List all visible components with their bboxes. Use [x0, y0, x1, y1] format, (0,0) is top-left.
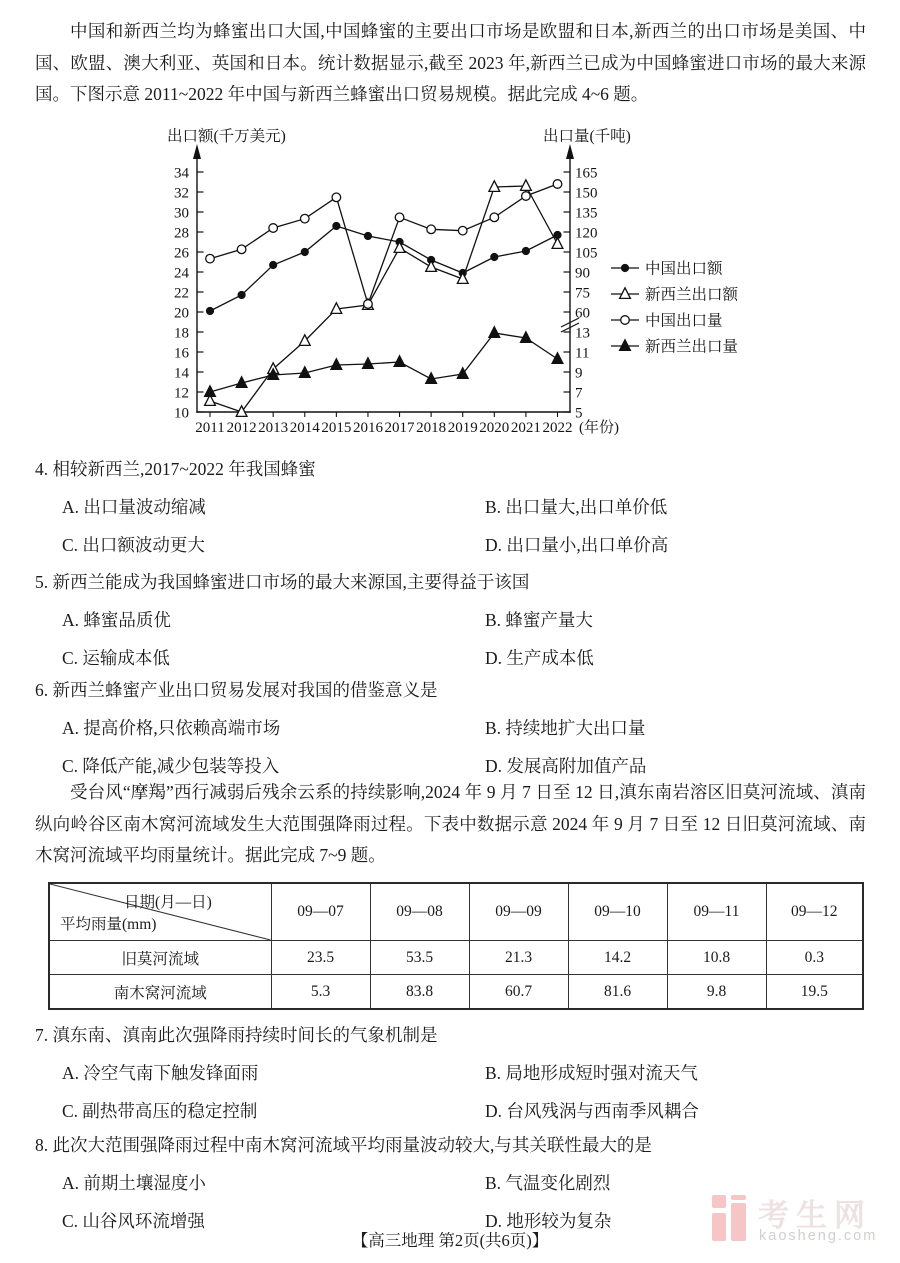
- table-col-header: 09—09: [469, 883, 568, 941]
- series-point-nz-export-value: [426, 261, 437, 272]
- left-axis-title: 出口额(千万美元): [167, 128, 286, 145]
- x-axis-unit-label: (年份): [579, 420, 619, 436]
- rain-value-cell: 23.5: [271, 941, 370, 975]
- table-col-header: 09—07: [271, 883, 370, 941]
- legend-marker-china-export-value: [621, 264, 629, 272]
- right-axis-tick-label: 11: [575, 345, 590, 362]
- series-point-china-export-value: [490, 253, 498, 261]
- x-axis-year-label: 2022: [542, 420, 573, 436]
- series-point-china-export-volume: [458, 226, 467, 235]
- series-point-china-export-volume: [300, 214, 309, 223]
- question-options: [62, 1054, 872, 1130]
- table-col-header: 09—08: [370, 883, 469, 941]
- watermark-site-url: kaosheng.com: [759, 1228, 878, 1244]
- series-point-china-export-volume: [269, 224, 278, 233]
- row-label: 旧莫河流域: [49, 941, 271, 975]
- series-point-nz-export-value: [521, 180, 532, 191]
- option-c: C. 运输成本低: [62, 648, 170, 668]
- left-axis-tick-label: 34: [174, 165, 189, 182]
- left-axis-tick-label: 10: [174, 405, 189, 422]
- left-axis-tick-label: 16: [174, 345, 189, 362]
- series-line-china-export-volume: [210, 184, 557, 304]
- question-options: [62, 488, 872, 564]
- diagonal-header-rain: 平均雨量(mm): [60, 916, 157, 933]
- option-a: A. 前期土壤湿度小: [62, 1173, 206, 1193]
- series-point-china-export-volume: [332, 193, 341, 202]
- x-axis-year-label: 2019: [447, 420, 478, 436]
- rain-value-cell: 21.3: [469, 941, 568, 975]
- rain-value-cell: 5.3: [271, 975, 370, 1010]
- right-axis-title: 出口量(千吨): [543, 128, 631, 145]
- series-point-nz-export-volume: [552, 353, 563, 364]
- series-point-china-export-volume: [395, 213, 404, 222]
- x-axis-year-label: 2018: [416, 420, 447, 436]
- question-options: [62, 601, 872, 677]
- option-b: B. 蜂蜜产量大: [485, 610, 593, 630]
- left-axis-tick-label: 14: [174, 365, 189, 382]
- option-b: B. 气温变化剧烈: [485, 1173, 611, 1193]
- right-axis-tick-label: 75: [575, 285, 590, 302]
- x-axis-year-label: 2016: [352, 420, 383, 436]
- option-b: B. 局地形成短时强对流天气: [485, 1063, 698, 1083]
- series-point-nz-export-volume: [363, 358, 374, 369]
- right-axis-arrow: [566, 144, 574, 159]
- honey-trade-chart: [0, 115, 900, 450]
- legend-label-china-export-volume: 中国出口量: [645, 312, 723, 330]
- page-footer: 【高三地理 第2页(共6页)】: [351, 1231, 549, 1250]
- x-axis-year-label: 2013: [258, 420, 289, 436]
- rain-value-cell: 83.8: [370, 975, 469, 1010]
- x-axis-year-label: 2021: [510, 420, 541, 436]
- x-axis-year-label: 2015: [321, 420, 352, 436]
- legend-marker-nz-export-volume: [620, 340, 631, 351]
- question-stem: 7. 滇东南、滇南此次强降雨持续时间长的气象机制是: [35, 1025, 438, 1045]
- question-stem: 6. 新西兰蜂蜜产业出口贸易发展对我国的借鉴意义是: [35, 680, 438, 700]
- right-axis-tick-label: 90: [575, 265, 590, 282]
- series-point-china-export-volume: [490, 213, 499, 222]
- rain-value-cell: 81.6: [568, 975, 667, 1010]
- question-7: [35, 1016, 872, 1130]
- table-header-row: [49, 883, 863, 941]
- option-c: C. 降低产能,减少包装等投入: [62, 756, 280, 776]
- right-axis-tick-label: 9: [575, 365, 583, 382]
- left-axis-tick-label: 18: [174, 325, 189, 342]
- series-point-nz-export-volume: [489, 327, 500, 338]
- right-axis-tick-label: 60: [575, 305, 590, 322]
- legend-label-china-export-value: 中国出口额: [645, 260, 723, 278]
- x-axis-year-label: 2017: [384, 420, 415, 436]
- series-point-nz-export-value: [552, 238, 563, 249]
- rain-value-cell: 19.5: [766, 975, 863, 1010]
- table-diagonal-header: [49, 883, 271, 941]
- option-d: D. 地形较为复杂: [485, 1211, 612, 1231]
- table-row-nanmuwo: [49, 975, 863, 1010]
- question-6: [35, 671, 872, 785]
- honey-trade-line-chart: [0, 115, 900, 450]
- rain-value-cell: 14.2: [568, 941, 667, 975]
- legend-label-nz-export-volume: 新西兰出口量: [645, 338, 739, 356]
- kaosheng-logo-icon: [712, 1195, 748, 1243]
- left-axis-tick-label: 26: [174, 245, 189, 262]
- watermark-site-name: 考生网: [758, 1198, 872, 1233]
- series-point-china-export-volume: [553, 180, 562, 189]
- option-d: D. 出口量小,出口单价高: [485, 535, 669, 555]
- x-axis-year-label: 2011: [195, 420, 225, 436]
- table-col-header: 09—12: [766, 883, 863, 941]
- table-col-header: 09—10: [568, 883, 667, 941]
- rain-value-cell: 53.5: [370, 941, 469, 975]
- right-axis-tick-label: 150: [575, 185, 598, 202]
- option-b: B. 持续地扩大出口量: [485, 718, 646, 738]
- right-axis-tick-label: 105: [575, 245, 598, 262]
- left-axis-tick-label: 22: [174, 285, 189, 302]
- left-axis-tick-label: 20: [174, 305, 189, 322]
- question-stem: 8. 此次大范围强降雨过程中南木窝河流域平均雨量波动较大,与其关联性最大的是: [35, 1135, 652, 1155]
- rainfall-table: [48, 882, 864, 1010]
- series-point-china-export-value: [301, 248, 309, 256]
- legend-marker-china-export-volume: [621, 316, 630, 325]
- x-axis-year-label: 2020: [479, 420, 510, 436]
- series-point-nz-export-volume: [394, 356, 405, 367]
- series-line-china-export-value: [210, 226, 557, 311]
- series-point-china-export-value: [332, 222, 340, 230]
- table-col-header: 09—11: [667, 883, 766, 941]
- question-5: [35, 563, 872, 677]
- x-axis-year-label: 2012: [226, 420, 257, 436]
- row-label: 南木窝河流域: [49, 975, 271, 1010]
- legend-label-nz-export-value: 新西兰出口额: [645, 286, 739, 304]
- left-axis-tick-label: 30: [174, 205, 189, 222]
- question-stem: 5. 新西兰能成为我国蜂蜜进口市场的最大来源国,主要得益于该国: [35, 572, 530, 592]
- right-axis-tick-label: 13: [575, 325, 590, 342]
- option-c: C. 副热带高压的稳定控制: [62, 1101, 258, 1121]
- option-a: A. 出口量波动缩减: [62, 497, 206, 517]
- series-point-china-export-value: [364, 232, 372, 240]
- option-b: B. 出口量大,出口单价低: [485, 497, 668, 517]
- rain-value-cell: 10.8: [667, 941, 766, 975]
- series-point-china-export-volume: [427, 225, 436, 234]
- right-axis-tick-label: 120: [575, 225, 598, 242]
- table-row-jiumo: [49, 941, 863, 975]
- kaosheng-watermark: [712, 1192, 897, 1256]
- legend-marker-nz-export-value: [620, 288, 631, 299]
- diagonal-header-date: 日期(月—日): [124, 894, 212, 911]
- intro-paragraph-honey: 中国和新西兰均为蜂蜜出口大国,中国蜂蜜的主要出口市场是欧盟和日本,新西兰的出口市场是美国、中国、欧盟、澳大利亚、英国和日本。统计数据显示,截至 2023 年,新西兰已成为中国蜂蜜进口市场的最大来源国。下图示意 2011~2022 年中国与新西兰蜂蜜出口贸易规模。据此完成 4~6 题。: [35, 21, 866, 104]
- option-a: A. 蜂蜜品质优: [62, 610, 171, 630]
- series-point-china-export-value: [237, 291, 245, 299]
- rain-value-cell: 9.8: [667, 975, 766, 1010]
- option-d: D. 生产成本低: [485, 648, 594, 668]
- right-axis-tick-label: 7: [575, 385, 583, 402]
- left-axis-arrow: [193, 144, 201, 159]
- left-axis-tick-label: 28: [174, 225, 189, 242]
- rain-value-cell: 60.7: [469, 975, 568, 1010]
- series-point-china-export-volume: [237, 245, 246, 254]
- rain-value-cell: 0.3: [766, 941, 863, 975]
- series-point-nz-export-volume: [331, 359, 342, 370]
- x-axis-year-label: 2014: [289, 420, 320, 436]
- option-d: D. 台风残涡与西南季风耦合: [485, 1101, 699, 1121]
- series-point-china-export-volume: [522, 192, 531, 201]
- series-point-china-export-value: [522, 247, 530, 255]
- series-point-china-export-volume: [206, 254, 215, 263]
- right-axis-tick-label: 165: [575, 165, 598, 182]
- option-c: C. 出口额波动更大: [62, 535, 205, 555]
- series-point-china-export-value: [269, 261, 277, 269]
- right-axis-tick-label: 135: [575, 205, 598, 222]
- question-options: [62, 709, 872, 785]
- right-axis-tick-label: 5: [575, 405, 583, 422]
- option-c: C. 山谷风环流增强: [62, 1211, 205, 1231]
- option-a: A. 提高价格,只依赖高端市场: [62, 718, 281, 738]
- option-d: D. 发展高附加值产品: [485, 756, 647, 776]
- series-point-china-export-volume: [364, 300, 373, 309]
- question-stem: 4. 相较新西兰,2017~2022 年我国蜂蜜: [35, 459, 316, 479]
- question-4: [35, 450, 872, 564]
- left-axis-tick-label: 12: [174, 385, 189, 402]
- left-axis-tick-label: 32: [174, 185, 189, 202]
- left-axis-tick-label: 24: [174, 265, 189, 282]
- intro-paragraph-rain: 受台风“摩羯”西行减弱后残余云系的持续影响,2024 年 9 月 7 日至 12 日,滇东南岩溶区旧莫河流域、滇南纵向岭谷区南木窝河流域发生大范围强降雨过程。下表中数据示意 2024 年 9 月 7 日至 12 日旧莫河流域、南木窝河流域平均雨量统计。据此完成 7~9 题。: [35, 782, 866, 865]
- series-point-nz-export-value: [489, 181, 500, 192]
- series-point-china-export-value: [206, 307, 214, 315]
- option-a: A. 冷空气南下触发锋面雨: [62, 1063, 259, 1083]
